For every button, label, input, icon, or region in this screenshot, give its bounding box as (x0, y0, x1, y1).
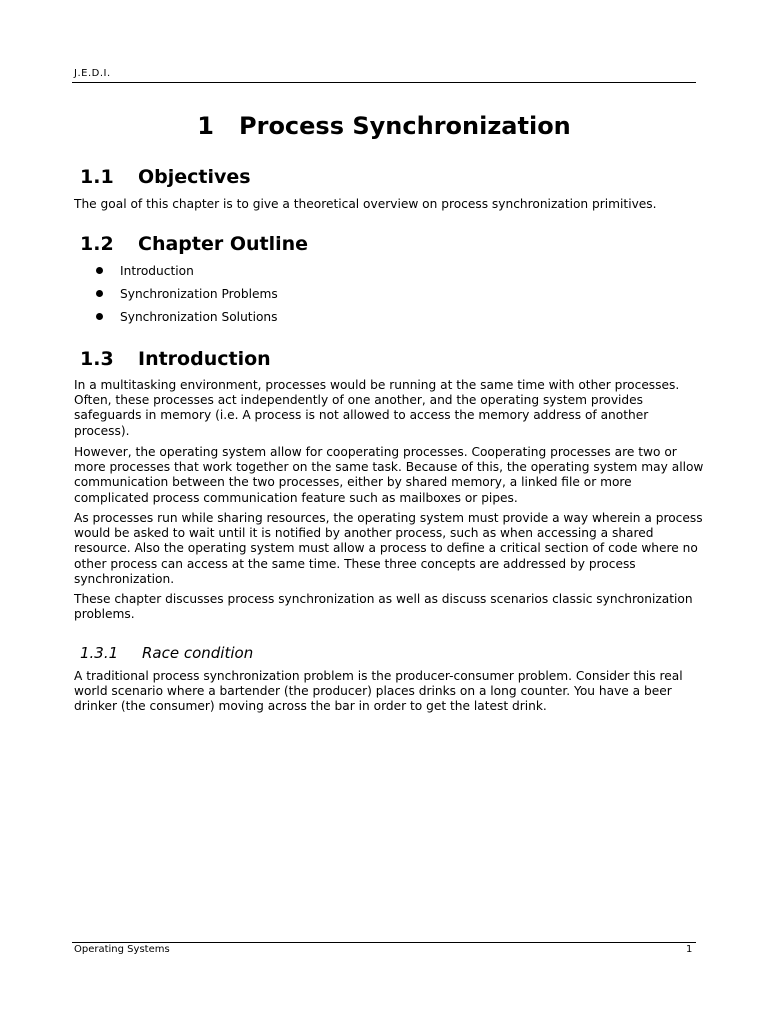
race-condition-paragraph: A traditional process synchronization problem is the producer-consumer problem. Consider this real world scenario where a bartender (the producer) places drinks on a long counter. You have a beer drinker (the consumer) moving across the bar in order to get the latest drink. (74, 669, 683, 714)
section-heading-introduction (80, 348, 271, 370)
footer-page-number: 1 (686, 944, 693, 955)
objectives-paragraph: The goal of this chapter is to give a theoretical overview on process synchronization primitives. (74, 197, 657, 211)
section-heading-objectives (80, 166, 251, 188)
footer-book-title: Operating Systems (74, 944, 170, 955)
chapter-number: 1 (197, 112, 214, 140)
section-heading-outline (80, 233, 308, 255)
section-number: 1.1 (80, 166, 114, 188)
list-item (96, 310, 278, 324)
section-title: Introduction (138, 348, 271, 370)
chapter-title-text: Process Synchronization (239, 112, 571, 140)
section-number: 1.3 (80, 348, 114, 370)
introduction-paragraph-1: In a multitasking environment, processes would be running at the same time with other processes. Often, these processes act independently of one another, and the operating system provides safeguards in memory (i.e. A process is not allowed to access the memory address of another process). (74, 378, 680, 438)
section-title: Chapter Outline (138, 233, 309, 255)
list-item (96, 287, 278, 301)
section-title: Objectives (138, 166, 251, 188)
section-number: 1.2 (80, 233, 114, 255)
list-item-label: Synchronization Problems (120, 287, 278, 301)
subsection-number: 1.3.1 (80, 644, 119, 662)
list-item (96, 264, 194, 278)
bullet-icon (96, 267, 103, 274)
list-item-label: Introduction (120, 264, 194, 278)
introduction-paragraph-3: As processes run while sharing resources, the operating system must provide a way wherein a process would be asked to wait until it is notified by another process, such as when accessing a shared resource. Also the operating system must allow a process to define a critical section of code where no other process can access at the same time. These three concepts are addressed by process synchronization. (74, 511, 703, 586)
subsection-title: Race condition (142, 644, 254, 662)
bullet-icon (96, 313, 103, 320)
subsection-heading-race-condition (80, 644, 253, 662)
list-item-label: Synchronization Solutions (120, 310, 278, 324)
header-divider (72, 82, 696, 83)
bullet-icon (96, 290, 103, 297)
running-header: J.E.D.I. (74, 68, 111, 79)
introduction-paragraph-4: These chapter discusses process synchronization as well as discuss scenarios classic synchronization problems. (74, 592, 693, 622)
chapter-title (0, 112, 768, 140)
introduction-paragraph-2: However, the operating system allow for cooperating processes. Cooperating processes are two or more processes that work together on the same task. Because of this, the operating system may allow communication between the two processes, either by shared memory, a linked file or more complicated process communication feature such as mailboxes or pipes. (74, 445, 704, 505)
footer-divider (72, 942, 696, 943)
